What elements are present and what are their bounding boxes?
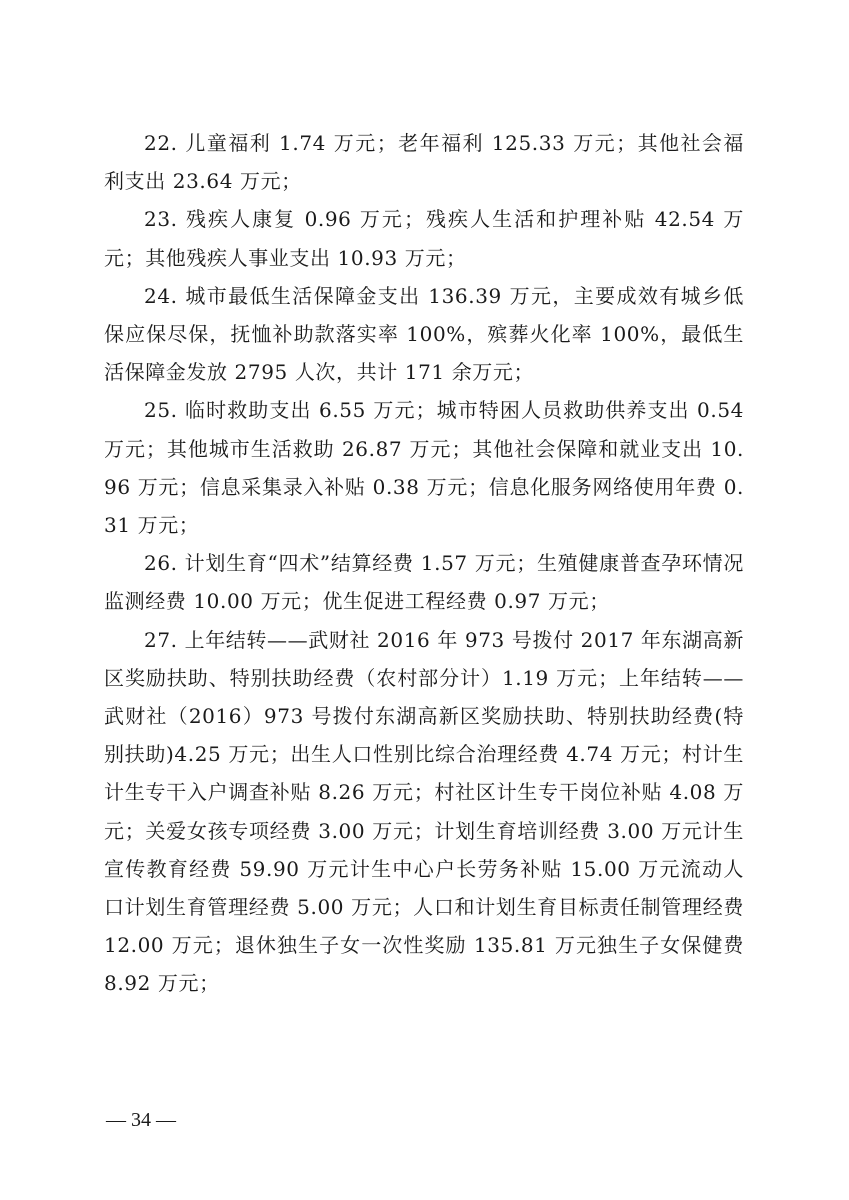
paragraph-26: 26. 计划生育“四术”结算经费 1.57 万元；生殖健康普查孕环情况监测经费 10.00 万元；优生促进工程经费 0.97 万元；: [104, 551, 744, 614]
paragraph-25: 25. 临时救助支出 6.55 万元；城市特困人员救助供养支出 0.54 万元；其他城市生活救助 26.87 万元；其他社会保障和就业支出 10.96 万元；信息采集录入补贴 0.38 万元；信息化服务网络使用年费 0.31 万元；: [104, 398, 744, 538]
paragraph-27: 27. 上年结转——武财社 2016 年 973 号拨付 2017 年东湖高新区奖励扶助、特别扶助经费（农村部分计）1.19 万元；上年结转——武财社（2016）973 号拨付东湖高新区奖励扶助、特别扶助经费(特别扶助)4.25 万元；出生人口性别比综合治理经费 4.74 万元；村计生计生专干入户调查补贴 8.26 万元；村社区计生专干岗位补贴 4.08 万元；关爱女孩专项经费 3.00 万元；计划生育培训经费 3.00 万元计生宣传教育经费 59.90 万元计生中心户长劳务补贴 15.00 万元流动人口计划生育管理经费 5.00 万元；人口和计划生育目标责任制管理经费 12.00 万元；退休独生子女一次性奖励 135.81 万元独生子女保健费 8.92 万元；: [104, 627, 744, 996]
page-number: — 34 —: [106, 1109, 176, 1131]
paragraph-23: 23. 残疾人康复 0.96 万元；残疾人生活和护理补贴 42.54 万元；其他残疾人事业支出 10.93 万元；: [104, 207, 744, 270]
paragraph-22: 22. 儿童福利 1.74 万元；老年福利 125.33 万元；其他社会福利支出 23.64 万元；: [104, 131, 744, 194]
paragraph-24: 24. 城市最低生活保障金支出 136.39 万元，主要成效有城乡低保应保尽保，抚恤补助款落实率 100%，殡葬火化率 100%，最低生活保障金发放 2795 人次，共计 171 余万元；: [104, 283, 744, 385]
document-body: [104, 124, 744, 1003]
